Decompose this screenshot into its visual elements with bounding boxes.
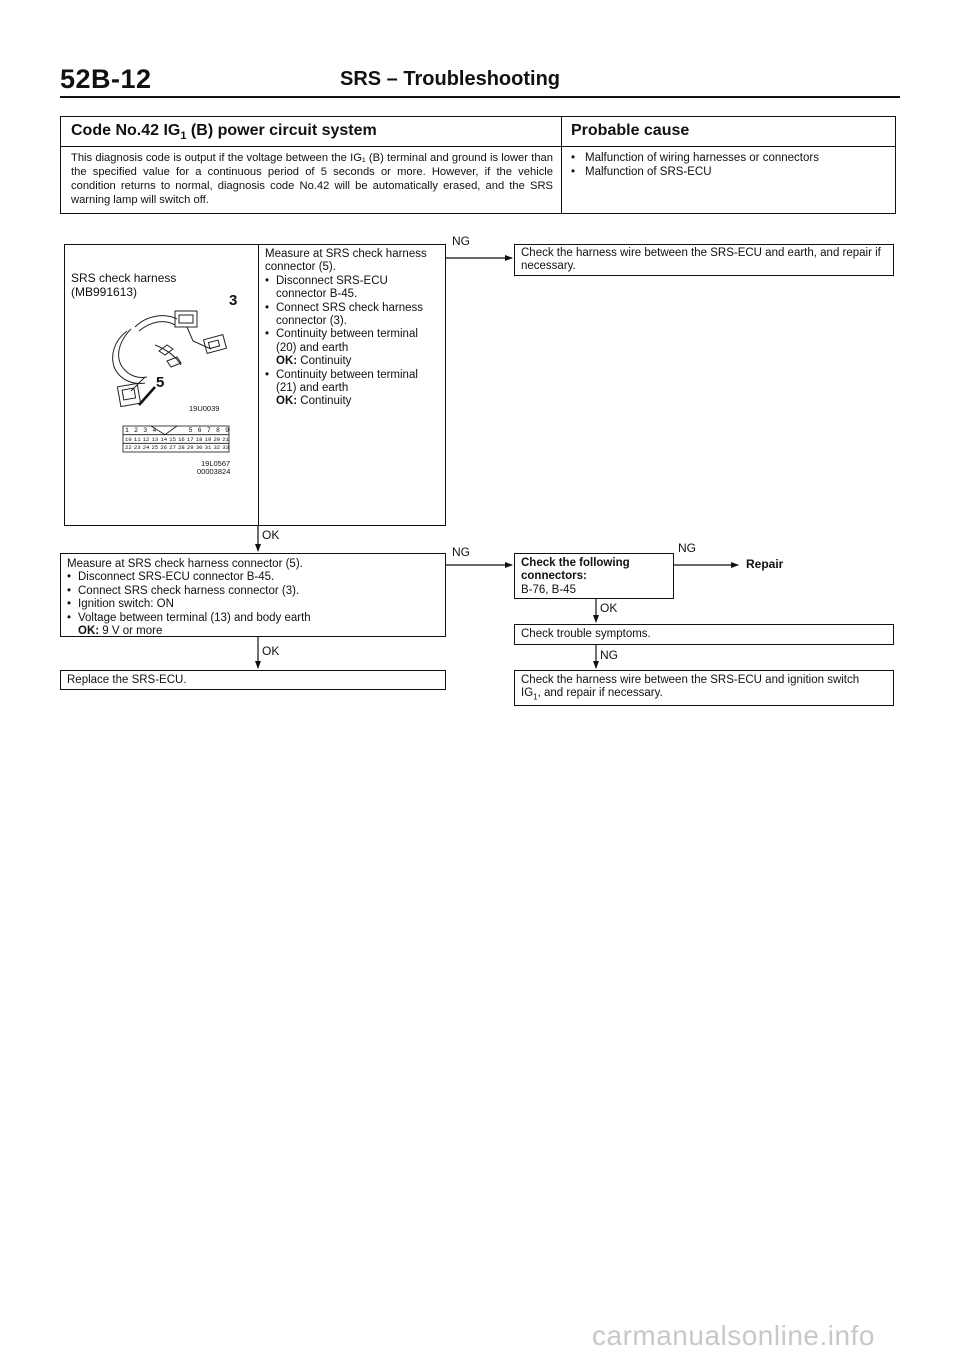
illustration-caption: SRS check harness (MB991613) <box>71 271 177 299</box>
callout-5: 5 <box>156 374 165 391</box>
step3-text: Replace the SRS-ECU. <box>67 674 187 686</box>
figure-code: 19L0567 <box>201 459 231 468</box>
step1-ok-criterion: OK: Continuity <box>276 355 352 368</box>
watermark: carmanualsonline.info <box>592 1320 875 1351</box>
step2-ok-criterion: OK: 9 V or more <box>78 625 163 638</box>
callout-3: 3 <box>229 292 238 309</box>
figure-code: 00003824 <box>197 467 231 476</box>
figure-code: 19U0039 <box>189 404 220 413</box>
ng-label: NG <box>452 234 470 248</box>
step2-heading: Measure at SRS check harness connector (5). <box>67 558 303 570</box>
step1-heading: Measure at SRS check harness connector (5). <box>265 248 427 274</box>
ng-label: NG <box>678 541 696 555</box>
step1-ok-criterion: OK: Continuity <box>276 395 352 408</box>
step2-item: • Voltage between terminal (13) and body earth <box>67 612 439 625</box>
page-number: 52B-12 <box>60 64 152 94</box>
code-description: This diagnosis code is output if the voltage between the IG₁ (B) terminal and ground is lower than the specified value for a continuous period of 5 seconds or more. However, if the vehicle condition returns to normal, diagnosis code No.42 will be automatically erased, and the SRS warning lamp will switch off. <box>71 152 553 206</box>
cause-item: • Malfunction of SRS-ECU <box>571 165 819 179</box>
step4-connectors: B-76, B-45 <box>521 583 576 596</box>
ok-label: OK <box>262 528 280 542</box>
ok-label: OK <box>262 644 280 658</box>
step1-item: • Continuity between terminal (21) and earth <box>265 369 439 396</box>
repair-label: Repair <box>746 557 784 571</box>
page-title: SRS – Troubleshooting <box>340 68 561 90</box>
step2-item: • Connect SRS check harness connector (3). <box>67 585 439 598</box>
step4-heading: Check the following connectors: <box>521 557 630 583</box>
connector-row-mid: 10 11 12 13 14 15 16 17 18 19 20 21 <box>125 435 229 443</box>
step1-item: • Connect SRS check harness connector (3). <box>265 302 439 329</box>
ng-label: NG <box>600 648 618 662</box>
connector-row-bottom: 22 23 24 25 26 27 28 29 30 31 32 33 <box>125 444 229 452</box>
step1-item: • Disconnect SRS-ECU connector B-45. <box>265 275 439 302</box>
step6-line2: $IG_1$, and repair if necessary. <box>521 687 663 702</box>
code-title: Code No.42 $IG_1$ (B) power circuit system <box>71 122 377 143</box>
result1-text: Check the harness wire between the SRS-ECU and earth, and repair if necessary. <box>521 247 881 273</box>
connector-row-top: 1 2 3 4 5 6 7 8 9 <box>125 427 229 434</box>
cause-item: • Malfunction of wiring harnesses or connectors <box>571 151 819 165</box>
probable-cause-heading: Probable cause <box>571 122 690 139</box>
ok-label: OK <box>600 601 618 615</box>
step6-line1: Check the harness wire between the SRS-ECU and ignition switch <box>521 674 860 686</box>
step2-item: • Disconnect SRS-ECU connector B-45. <box>67 571 439 584</box>
ng-label: NG <box>452 545 470 559</box>
step1-item: • Continuity between terminal (20) and earth <box>265 328 439 355</box>
step2-item: • Ignition switch: ON <box>67 598 439 611</box>
step5-text: Check trouble symptoms. <box>521 628 651 640</box>
